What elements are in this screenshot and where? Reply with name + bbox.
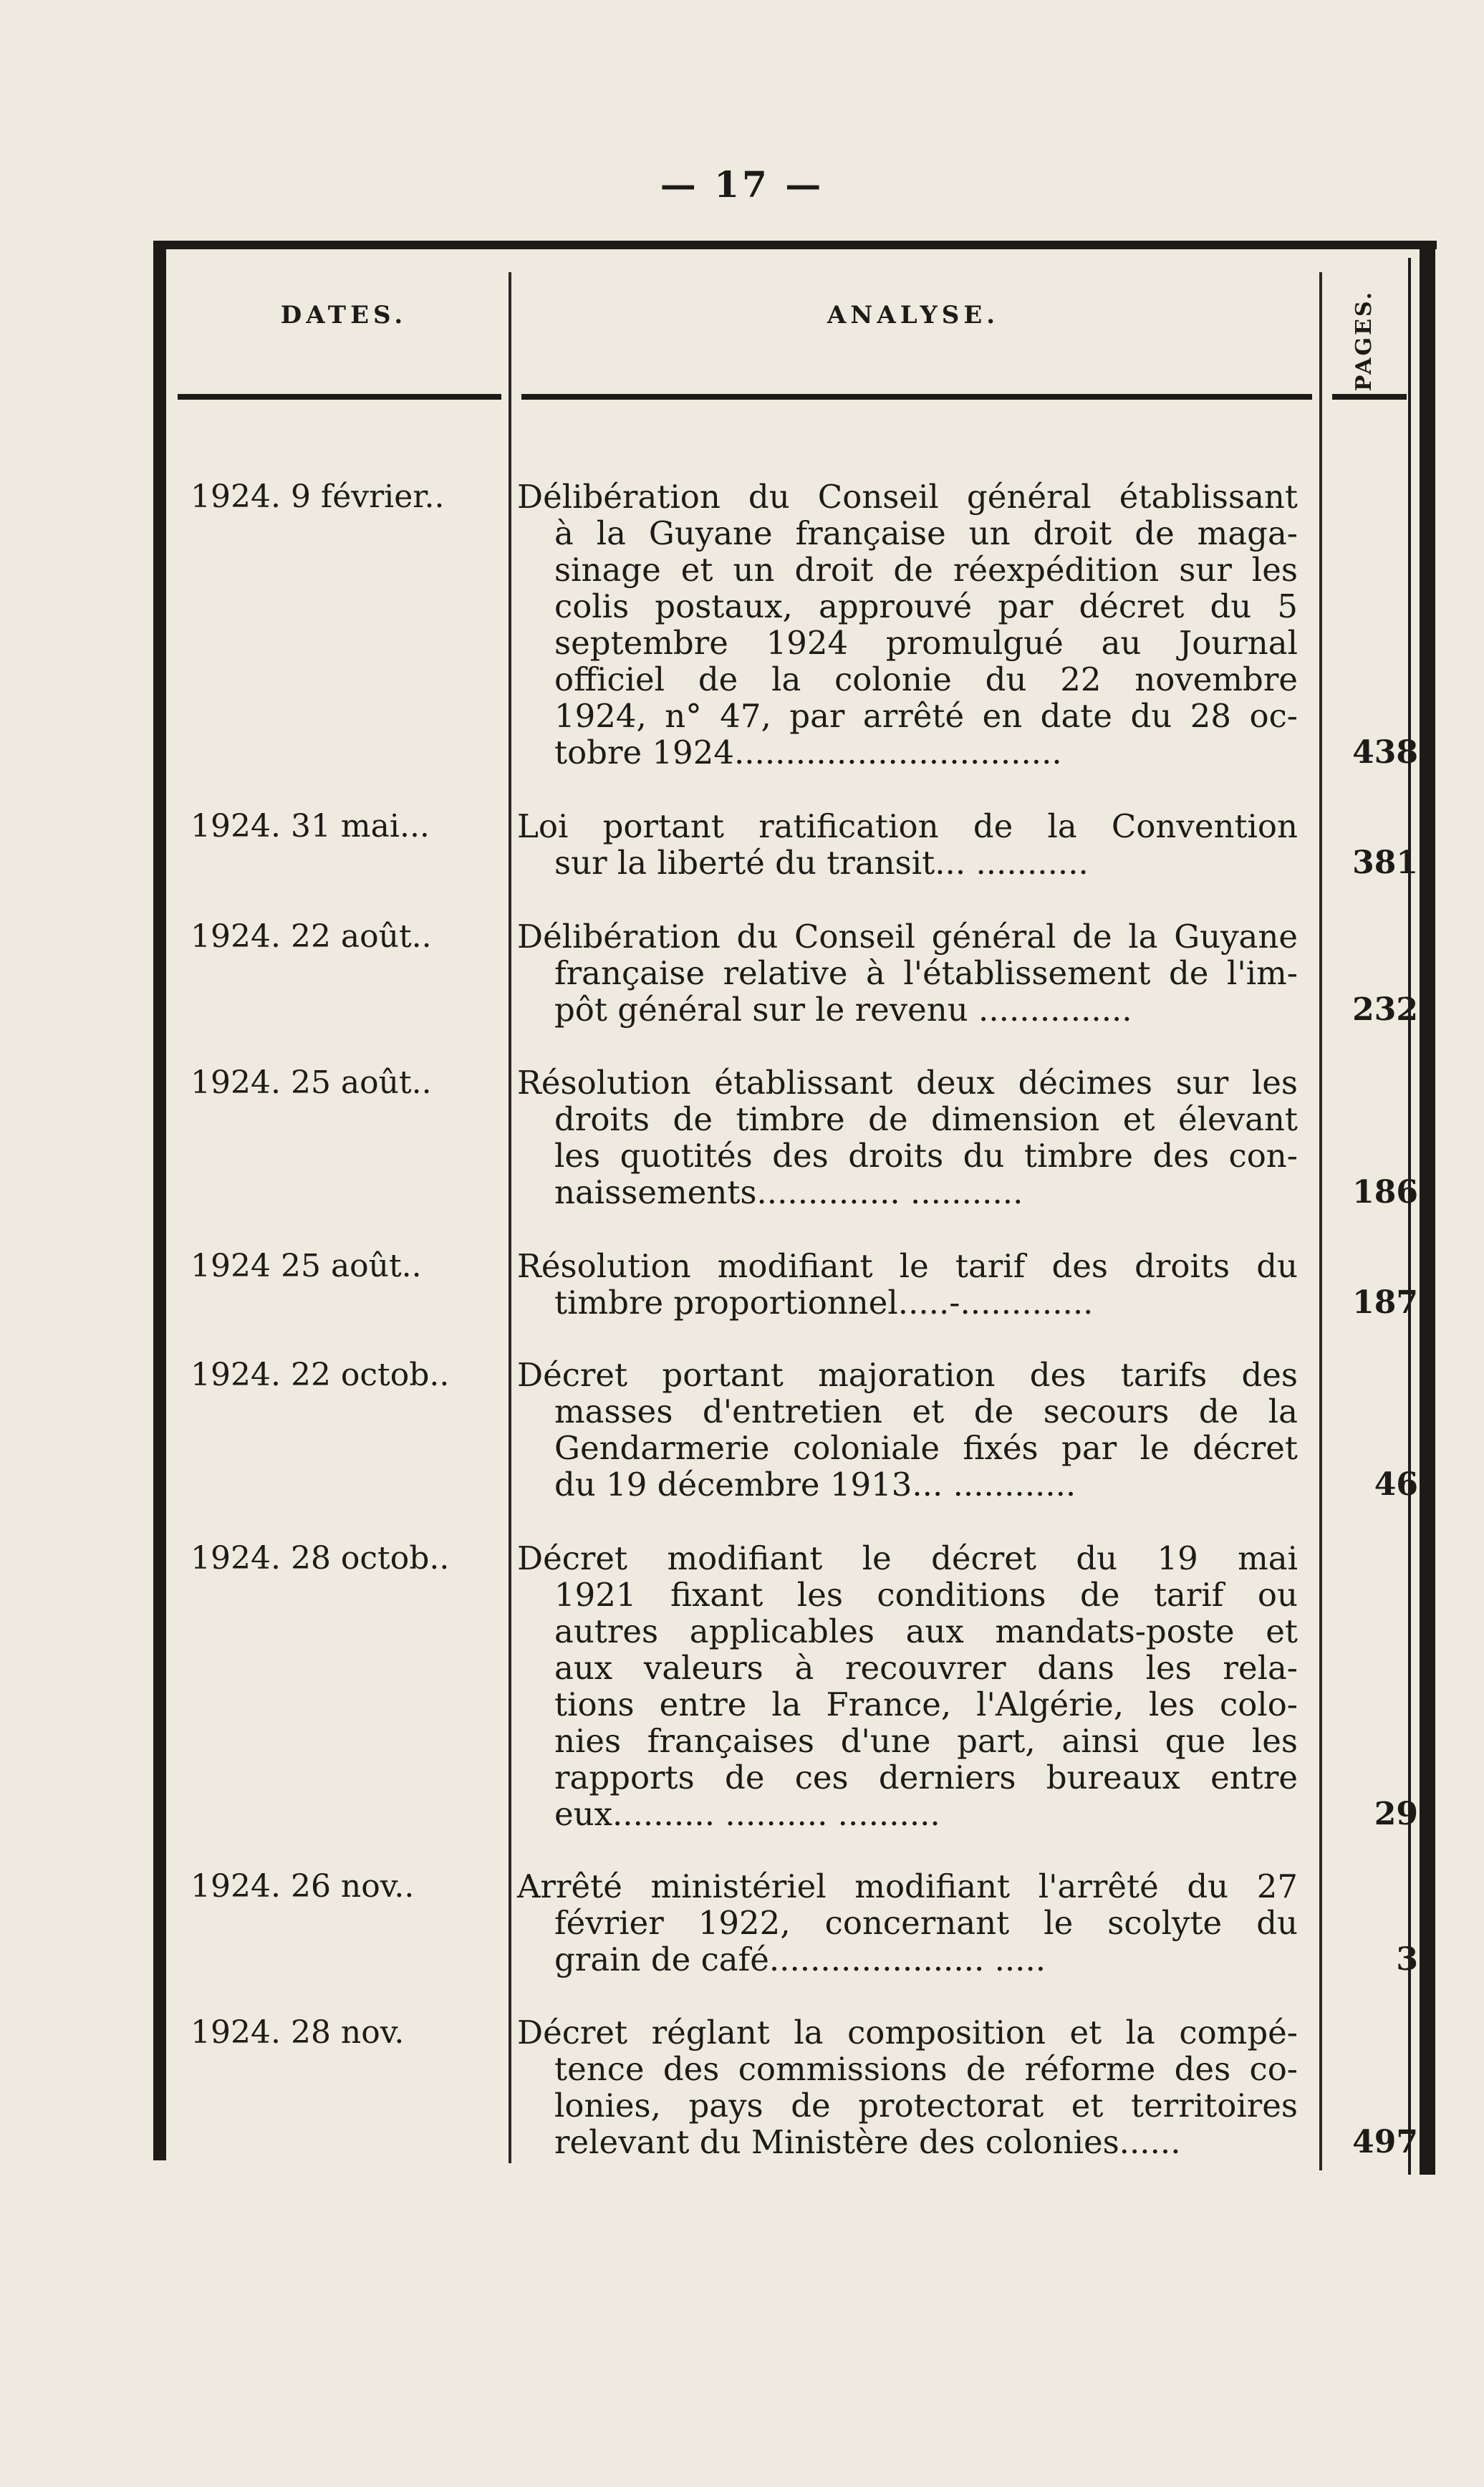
table-left-border [153, 241, 166, 2160]
entry-page: 3 [1396, 1941, 1418, 1978]
analysis-line: grain de café..................... ..... [554, 1940, 1046, 1978]
header-rule [178, 394, 501, 400]
analysis-line: eux.......... .......... .......... [554, 1795, 940, 1833]
entry-analysis [517, 1064, 1298, 1211]
analysis-line: tobre 1924................................ [554, 733, 1062, 771]
table-top-border [162, 241, 1437, 249]
analysis-line: colis postaux, approuvé par décret du 5 [554, 587, 1298, 625]
analysis-line: nies françaises d'une part, ainsi que les [554, 1722, 1298, 1760]
analysis-line: Loi portant ratification de la Convention [517, 807, 1298, 845]
analysis-line: Résolution modifiant le tarif des droits du [517, 1247, 1298, 1285]
entry-date: 1924. 28 nov. [191, 2014, 405, 2051]
analysis-line: autres applicables aux mandats-poste et [554, 1612, 1298, 1650]
entry-date: 1924 25 août.. [191, 1248, 422, 1284]
table-right-border [1420, 241, 1435, 2175]
entry-analysis [517, 1248, 1298, 1321]
table-right-inner-border [1408, 258, 1411, 2175]
analysis-line: naissements.............. ........... [554, 1173, 1023, 1211]
analysis-line: aux valeurs à recouvrer dans les rela- [554, 1649, 1298, 1687]
entry-page: 46 [1374, 1466, 1418, 1503]
analysis-line: rapports de ces derniers bureaux entre [554, 1759, 1298, 1796]
entry-analysis [517, 1357, 1298, 1503]
analysis-line: tence des commissions de réforme des co- [554, 2050, 1298, 2088]
entry-analysis [517, 918, 1298, 1028]
entry-page: 497 [1352, 2124, 1418, 2160]
analysis-line: 1924, n° 47, par arrêté en date du 28 oc- [554, 697, 1298, 735]
page-number: — 17 — [660, 163, 824, 206]
entry-page: 438 [1352, 734, 1418, 771]
analysis-line: timbre proportionnel.....-............. [554, 1284, 1094, 1322]
header-rule [1332, 394, 1407, 400]
analysis-line: les quotités des droits du timbre des con- [554, 1137, 1298, 1175]
analysis-line: septembre 1924 promulgué au Journal [554, 624, 1298, 662]
analysis-line: Résolution établissant deux décimes sur les [517, 1064, 1298, 1102]
header-rule [521, 394, 1312, 400]
entry-page: 187 [1352, 1284, 1418, 1321]
analysis-line: sur la liberté du transit... ........... [554, 844, 1089, 882]
entry-date: 1924. 9 février.. [191, 478, 445, 515]
analysis-line: Délibération du Conseil général de la Guyane [517, 918, 1298, 956]
analysis-line: française relative à l'établissement de l'im- [554, 954, 1298, 992]
entry-page: 381 [1352, 845, 1418, 881]
analysis-line: lonies, pays de protectorat et territoires [554, 2087, 1298, 2125]
entry-date: 1924. 26 nov.. [191, 1868, 415, 1905]
analysis-line: 1921 fixant les conditions de tarif ou [554, 1576, 1298, 1614]
analysis-line: masses d'entretien et de secours de la [554, 1392, 1298, 1430]
entry-date: 1924. 25 août.. [191, 1064, 432, 1101]
analysis-line: Délibération du Conseil général établissant [517, 478, 1298, 516]
analysis-line: Gendarmerie coloniale fixés par le décret [554, 1429, 1298, 1467]
entry-page: 232 [1352, 991, 1418, 1028]
entry-page: 186 [1352, 1174, 1418, 1211]
header-pages: PAGES. [1352, 289, 1377, 391]
header-analyse: ANALYSE. [827, 301, 1000, 329]
entry-analysis [517, 2014, 1298, 2160]
entry-analysis [517, 478, 1298, 771]
analysis-line: Décret réglant la composition et la compé- [517, 2014, 1298, 2051]
entry-page: 29 [1374, 1796, 1418, 1832]
header-dates: DATES. [280, 301, 408, 329]
analysis-line: du 19 décembre 1913... ............ [554, 1466, 1076, 1504]
entry-analysis [517, 808, 1298, 881]
analysis-line: tions entre la France, l'Algérie, les colo- [554, 1685, 1298, 1723]
entry-date: 1924. 28 octob.. [191, 1540, 450, 1577]
column-divider-pages [1319, 272, 1322, 2170]
analysis-line: droits de timbre de dimension et élevant [554, 1100, 1298, 1138]
analysis-line: officiel de la colonie du 22 novembre [554, 660, 1298, 698]
entry-analysis [517, 1540, 1298, 1832]
entry-date: 1924. 22 août.. [191, 918, 432, 955]
analysis-line: relevant du Ministère des colonies...... [554, 2123, 1181, 2161]
analysis-line: Décret portant majoration des tarifs des [517, 1356, 1298, 1394]
analysis-line: Arrêté ministériel modifiant l'arrêté du 27 [517, 1867, 1298, 1905]
analysis-line: à la Guyane française un droit de maga- [554, 514, 1298, 552]
analysis-line: sinage et un droit de réexpédition sur les [554, 551, 1298, 589]
analysis-line: Décret modifiant le décret du 19 mai [517, 1539, 1298, 1577]
entry-date: 1924. 31 mai... [191, 808, 430, 845]
entry-analysis [517, 1868, 1298, 1978]
analysis-line: pôt général sur le revenu ............... [554, 991, 1132, 1029]
analysis-line: février 1922, concernant le scolyte du [554, 1904, 1298, 1942]
entry-date: 1924. 22 octob.. [191, 1357, 450, 1393]
